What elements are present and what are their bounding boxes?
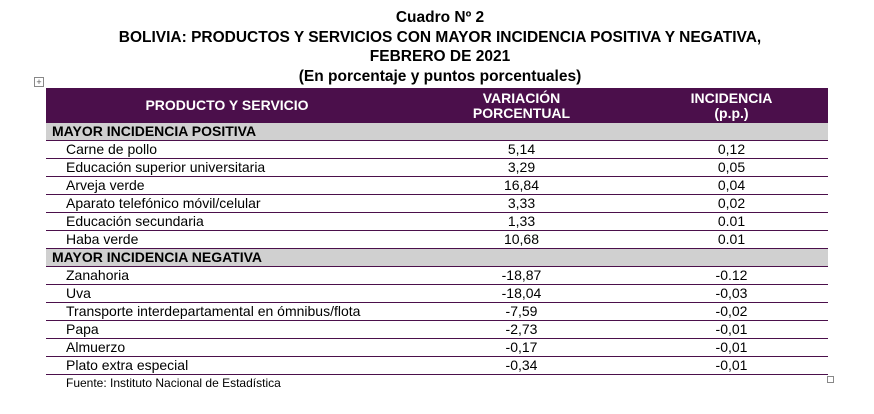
table-caption-number: Cuadro Nº 2 bbox=[395, 9, 485, 26]
table-row bbox=[46, 357, 828, 375]
product-name: Plato extra especial bbox=[46, 357, 408, 375]
table-row bbox=[46, 267, 828, 285]
table-row bbox=[46, 177, 828, 195]
table-title: BOLIVIA: PRODUCTOS Y SERVICIOS CON MAYOR INCIDENCIA POSITIVA Y NEGATIVA, bbox=[118, 29, 762, 46]
section-label: MAYOR INCIDENCIA NEGATIVA bbox=[46, 249, 828, 267]
variation-value: 5,14 bbox=[408, 141, 635, 159]
table-row bbox=[46, 339, 828, 357]
incidence-value: 0.01 bbox=[635, 231, 828, 249]
header-product: PRODUCTO Y SERVICIO bbox=[46, 88, 408, 123]
table-title-date: FEBRERO DE 2021 bbox=[369, 48, 511, 65]
product-name: Carne de pollo bbox=[46, 141, 408, 159]
incidence-value: 0,04 bbox=[635, 177, 828, 195]
incidence-value: 0,02 bbox=[635, 195, 828, 213]
incidence-value: -0,01 bbox=[635, 321, 828, 339]
table-resize-handle[interactable] bbox=[827, 376, 834, 383]
table-row bbox=[46, 231, 828, 249]
variation-value: -2,73 bbox=[408, 321, 635, 339]
incidence-value: 0,12 bbox=[635, 141, 828, 159]
source-note: Fuente: Instituto Nacional de Estadística bbox=[66, 376, 281, 390]
variation-value: 10,68 bbox=[408, 231, 635, 249]
data-table bbox=[46, 88, 828, 375]
variation-value: 1,33 bbox=[408, 213, 635, 231]
product-name: Almuerzo bbox=[46, 339, 408, 357]
table-row bbox=[46, 213, 828, 231]
variation-value: 16,84 bbox=[408, 177, 635, 195]
incidence-value: -0.12 bbox=[635, 267, 828, 285]
table-row bbox=[46, 141, 828, 159]
variation-value: 3,29 bbox=[408, 159, 635, 177]
incidence-value: -0,01 bbox=[635, 339, 828, 357]
header-incidence: INCIDENCIA (p.p.) bbox=[635, 88, 828, 123]
incidence-value: -0,02 bbox=[635, 303, 828, 321]
header-variation: VARIACIÓN PORCENTUAL bbox=[408, 88, 635, 123]
table-row bbox=[46, 159, 828, 177]
table-row bbox=[46, 285, 828, 303]
variation-value: -0,34 bbox=[408, 357, 635, 375]
section-row bbox=[46, 249, 828, 267]
table-row bbox=[46, 321, 828, 339]
product-name: Papa bbox=[46, 321, 408, 339]
variation-value: 3,33 bbox=[408, 195, 635, 213]
product-name: Zanahoria bbox=[46, 267, 408, 285]
section-row bbox=[46, 123, 828, 141]
product-name: Aparato telefónico móvil/celular bbox=[46, 195, 408, 213]
table-row bbox=[46, 195, 828, 213]
variation-value: -18,04 bbox=[408, 285, 635, 303]
product-name: Haba verde bbox=[46, 231, 408, 249]
variation-value: -18,87 bbox=[408, 267, 635, 285]
incidence-value: 0,05 bbox=[635, 159, 828, 177]
product-name: Arveja verde bbox=[46, 177, 408, 195]
incidence-value: 0.01 bbox=[635, 213, 828, 231]
incidence-value: -0,01 bbox=[635, 357, 828, 375]
product-name: Educación superior universitaria bbox=[46, 159, 408, 177]
incidence-value: -0,03 bbox=[635, 285, 828, 303]
section-label: MAYOR INCIDENCIA POSITIVA bbox=[46, 123, 828, 141]
variation-value: -0,17 bbox=[408, 339, 635, 357]
variation-value: -7,59 bbox=[408, 303, 635, 321]
product-name: Transporte interdepartamental en ómnibus/flota bbox=[46, 303, 408, 321]
product-name: Uva bbox=[46, 285, 408, 303]
table-units: (En porcentaje y puntos porcentuales) bbox=[298, 68, 582, 85]
table-move-handle-icon[interactable]: + bbox=[34, 77, 44, 87]
table-row bbox=[46, 303, 828, 321]
table-header-row bbox=[46, 88, 828, 123]
product-name: Educación secundaria bbox=[46, 213, 408, 231]
